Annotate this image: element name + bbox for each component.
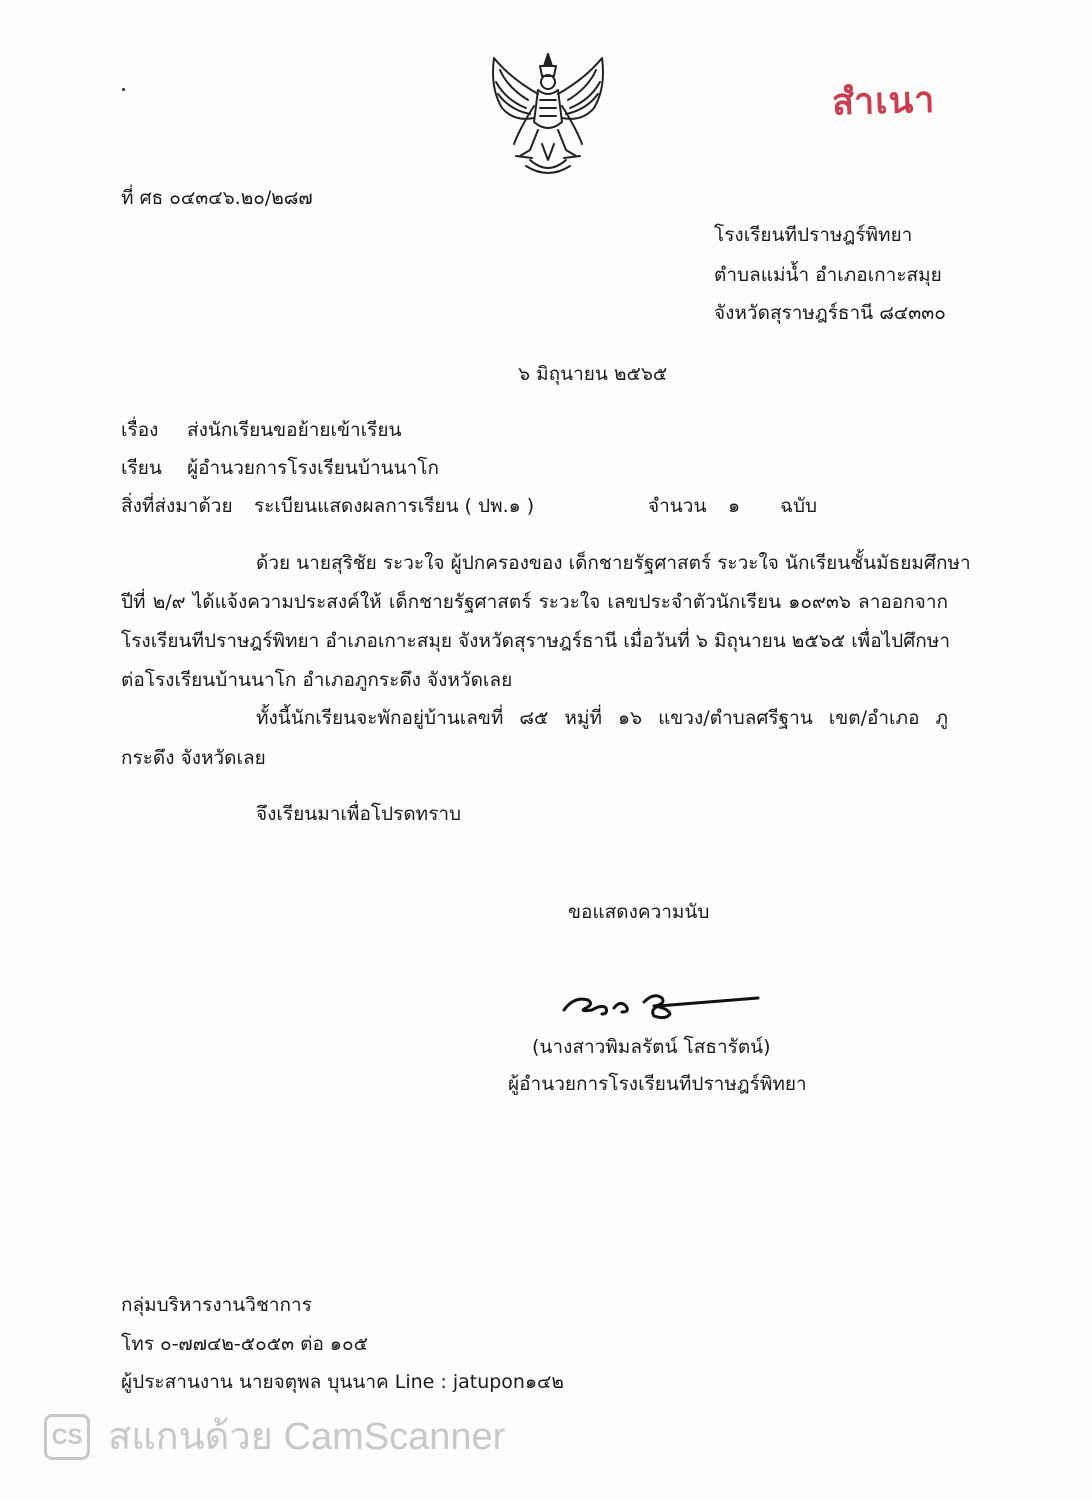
enclosure-label: สิ่งที่ส่งมาด้วย: [121, 495, 233, 517]
closing-request: จึงเรียนมาเพื่อโปรดทราบ: [256, 803, 462, 825]
camscanner-logo-icon: CS: [44, 1414, 90, 1460]
recipient-label: เรียน: [121, 457, 162, 479]
footer-department: กลุ่มบริหารงานวิชาการ: [121, 1294, 312, 1316]
enclosure-value: ระเบียนแสดงผลการเรียน ( ปพ.๑ ): [254, 495, 535, 517]
letter-date: ๖ มิถุนายน ๒๕๖๕: [518, 363, 668, 385]
body-paragraph-1-line-1: ด้วย นายสุริชัย ระวะใจ ผู้ปกครองของ เด็กชายรัฐศาสตร์ ระวะใจ นักเรียนชั้นมัธยมศึกษา: [256, 552, 971, 574]
garuda-emblem-icon: [480, 48, 616, 180]
body-paragraph-2-line-1: ทั้งนี้นักเรียนจะพักอยู่บ้านเลขที่ ๘๕ หมู่ที่ ๑๖ แขวง/ตำบลศรีฐาน เขต/อำเภอ ภู: [256, 707, 948, 729]
camscanner-watermark-text: สแกนด้วย CamScanner: [108, 1416, 506, 1458]
enclosure-qty-label: จำนวน: [648, 495, 707, 517]
body-paragraph-1-line-3: โรงเรียนทีปราษฎร์พิทยา อำเภอเกาะสมุย จังหวัดสุราษฎร์ธานี เมื่อวันที่ ๖ มิถุนายน ๒๕๖๕ เพื่อไปศึกษา: [121, 630, 950, 652]
signature-mark: [558, 986, 768, 1026]
sender-address-line-1: โรงเรียนทีปราษฎร์พิทยา: [714, 224, 913, 246]
margin-dot: [122, 88, 125, 91]
copy-stamp: สำเนา: [831, 78, 936, 124]
footer-phone: โทร ๐-๗๗๔๒-๕๐๕๓ ต่อ ๑๐๕: [121, 1333, 368, 1355]
enclosure-unit: ฉบับ: [780, 495, 818, 517]
sender-address-line-3: จังหวัดสุราษฎร์ธานี ๘๔๓๓๐: [714, 302, 946, 324]
body-paragraph-1-line-4: ต่อโรงเรียนบ้านนาโก อำเภอภูกระดึง จังหวัดเลย: [121, 669, 513, 691]
footer-coordinator: ผู้ประสานงาน นายจตุพล บุนนาค Line : jatupon๑๔๒: [121, 1371, 564, 1393]
reference-number: ที่ ศธ ๐๔๓๔๖.๒๐/๒๘๗: [121, 187, 313, 209]
sender-address-line-2: ตำบลแม่น้ำ อำเภอเกาะสมุย: [714, 264, 942, 286]
signer-title: ผู้อำนวยการโรงเรียนทีปราษฎร์พิทยา: [508, 1073, 807, 1095]
body-paragraph-2-line-2: กระดึง จังหวัดเลย: [121, 747, 266, 769]
recipient-value: ผู้อำนวยการโรงเรียนบ้านนาโก: [187, 457, 439, 479]
signer-name: (นางสาวพิมลรัตน์ โสธารัตน์): [532, 1036, 771, 1058]
subject-label: เรื่อง: [121, 419, 159, 441]
enclosure-qty: ๑: [728, 495, 741, 517]
subject-value: ส่งนักเรียนขอย้ายเข้าเรียน: [187, 419, 402, 441]
closing-phrase: ขอแสดงความนับ: [568, 901, 710, 923]
body-paragraph-1-line-2: ปีที่ ๒/๙ ได้แจ้งความประสงค์ให้ เด็กชายรัฐศาสตร์ ระวะใจ เลขประจำตัวนักเรียน ๑๐๙๓๖ ลาออกจาก: [121, 591, 948, 613]
